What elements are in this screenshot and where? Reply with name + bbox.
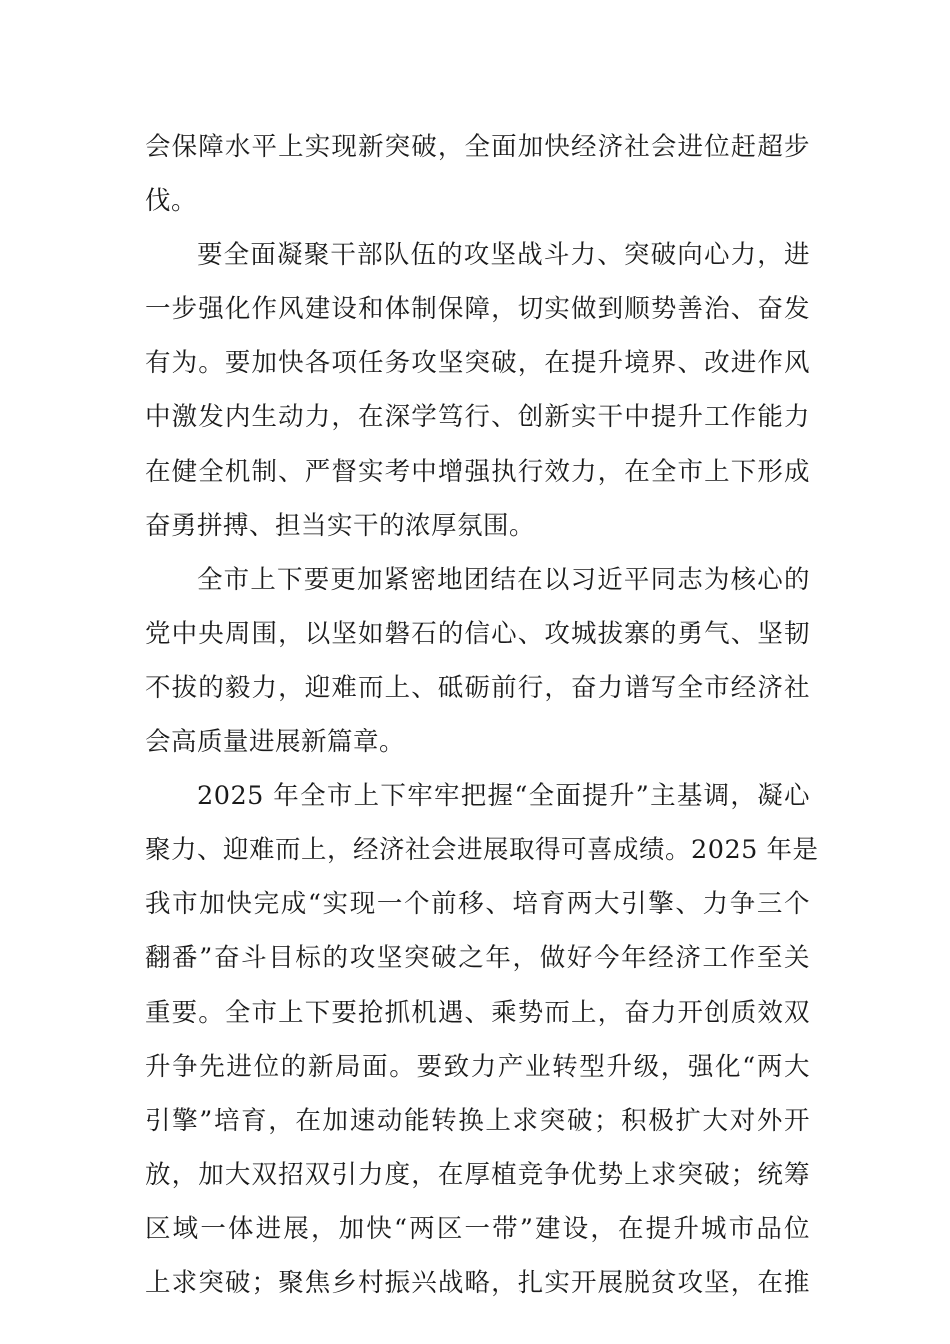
paragraph-first-line: 要全面凝聚干部队伍的攻坚战斗力、突破向心力，进	[197, 240, 810, 271]
text-line: 会保障水平上实现新突破，全面加快经济社会进位赶超步	[145, 132, 810, 162]
text-line: 中激发内生动力，在深学笃行、创新实干中提升工作能力	[145, 402, 810, 433]
text-line: 不拔的毅力，迎难而上、砥砺前行，奋力谱写全市经济社	[145, 672, 810, 703]
text-line: 伐。	[145, 186, 198, 217]
text-line: 翻番”奋斗目标的攻坚突破之年，做好今年经济工作至关	[145, 943, 810, 974]
text-line: 在健全机制、严督实考中增强执行效力，在全市上下形成	[145, 456, 810, 487]
text-line: 重要。全市上下要抢抓机遇、乘势而上，奋力开创质效双	[145, 997, 810, 1028]
text-line: 放，加大双招双引力度，在厚植竞争优势上求突破；统筹	[145, 1159, 810, 1190]
text-line: 上求突破；聚焦乡村振兴战略，扎实开展脱贫攻坚，在推	[145, 1267, 810, 1298]
text-line: 聚力、迎难而上，经济社会进展取得可喜成绩。2025 年是	[145, 835, 819, 866]
paragraph-first-line: 全市上下要更加紧密地团结在以习近平同志为核心的	[197, 564, 810, 595]
text-line: 引擎”培育，在加速动能转换上求突破；积极扩大对外开	[145, 1105, 810, 1136]
text-line: 党中央周围，以坚如磐石的信心、攻城拔寨的勇气、坚韧	[145, 618, 810, 649]
text-line: 我市加快完成“实现一个前移、培育两大引擎、力争三个	[145, 889, 810, 920]
body-text	[145, 120, 819, 1310]
text-line: 一步强化作风建设和体制保障，切实做到顺势善治、奋发	[145, 294, 810, 325]
text-line: 会高质量进展新篇章。	[145, 727, 406, 758]
text-line: 奋勇拼搏、担当实干的浓厚氛围。	[145, 510, 536, 541]
text-line: 升争先进位的新局面。要致力产业转型升级，强化“两大	[145, 1051, 810, 1082]
text-line: 区域一体进展，加快“两区一带”建设，在提升城市品位	[145, 1213, 810, 1244]
paragraph-first-line: 2025 年全市上下牢牢把握“全面提升”主基调，凝心	[197, 781, 810, 812]
text-line: 有为。要加快各项任务攻坚突破，在提升境界、改进作风	[145, 348, 810, 379]
